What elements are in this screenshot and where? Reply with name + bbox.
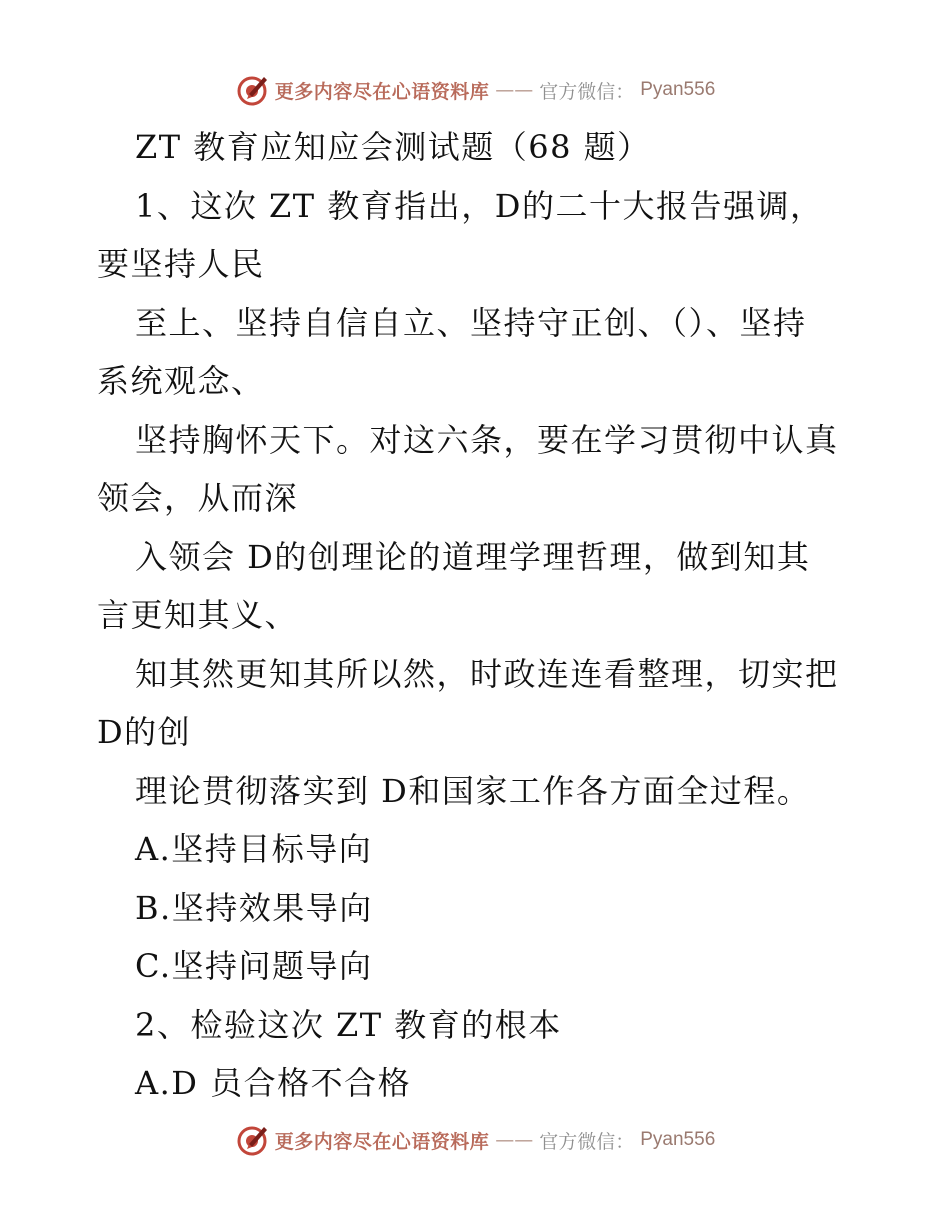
footer-watermark: [0, 1120, 950, 1160]
watermark-separator: ——: [495, 1129, 534, 1151]
watermark-official-label: 官方微信：: [539, 1130, 635, 1153]
answer-option: A.坚持目标导向: [135, 830, 373, 868]
watermark-wechat-id: Pyan556: [640, 1129, 716, 1150]
watermark-brand-text: 更多内容尽在心语资料库: [274, 1130, 490, 1153]
text-line: 领会，从而深: [97, 479, 299, 517]
watermark-official-label: 官方微信：: [539, 80, 635, 103]
text-line: 言更知其义、: [97, 596, 299, 634]
watermark-separator: ——: [495, 79, 534, 101]
document-body: [97, 118, 857, 1113]
answer-option: A.D 员合格不合格: [135, 1064, 412, 1102]
text-line: 要坚持人民: [97, 245, 265, 283]
pen-logo-icon: [235, 73, 269, 107]
text-line: 1、这次 ZT 教育指出，D的二十大报告强调，: [135, 186, 824, 225]
text-line: 理论贯彻落实到 D和国家工作各方面全过程。: [135, 771, 811, 810]
question-line: 2、检验这次 ZT 教育的根本: [135, 1005, 562, 1044]
answer-option: B.坚持效果导向: [135, 888, 373, 927]
document-title: ZT 教育应知应会测试题（68 题）: [135, 128, 651, 166]
text-line: 坚持胸怀天下。对这六条，要在学习贯彻中认真: [135, 420, 839, 459]
pen-logo-icon: [235, 1123, 269, 1157]
header-watermark: [0, 70, 950, 110]
watermark-wechat-id: Pyan556: [640, 79, 716, 100]
watermark-brand-text: 更多内容尽在心语资料库: [274, 80, 490, 103]
text-line: 系统观念、: [97, 362, 265, 400]
text-line: 知其然更知其所以然，时政连连看整理，切实把: [135, 654, 839, 693]
text-line: 至上、坚持自信自立、坚持守正创、（）、坚持: [135, 303, 807, 342]
answer-option: C.坚持问题导向: [135, 947, 373, 985]
text-line: D的创: [97, 713, 192, 751]
text-line: 入领会 D的创理论的道理学理哲理，做到知其: [135, 537, 811, 576]
